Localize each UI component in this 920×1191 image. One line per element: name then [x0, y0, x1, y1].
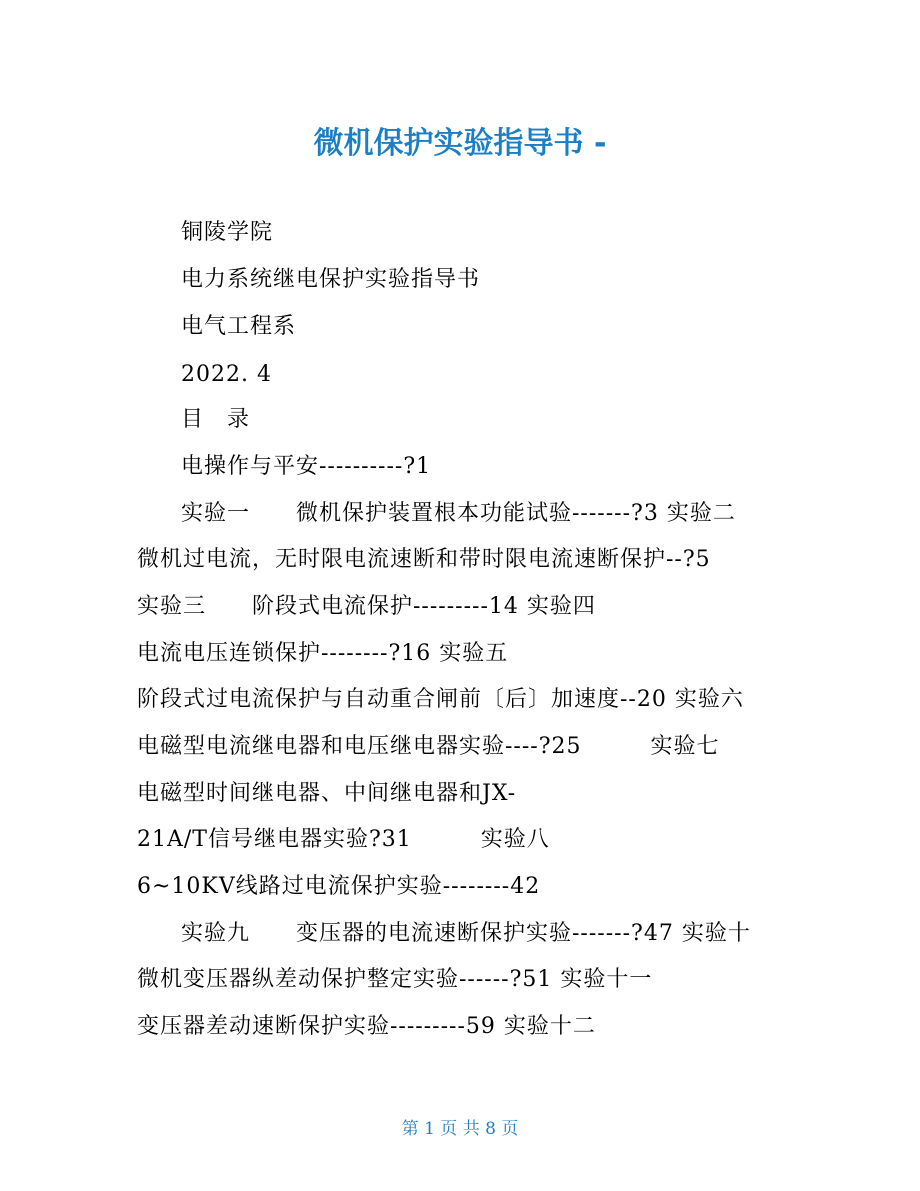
toc-line: 电磁型时间继电器、中间继电器和JX- [137, 781, 517, 806]
toc-line: 电磁型电流继电器和电压继电器实验----?25 实验七 [137, 734, 720, 759]
toc-line: 电操作与平安----------?1 [181, 454, 432, 479]
toc-line: 微机过电流，无时限电流速断和带时限电流速断保护--?5 [137, 547, 711, 572]
toc-line: 21A/T信号继电器实验?31 实验八 [137, 827, 550, 852]
text-line: 铜陵学院 [181, 220, 274, 245]
document-title: 微机保护实验指导书 - [313, 126, 607, 161]
toc-line: 电流电压连锁保护--------?16 实验五 [137, 641, 509, 666]
toc-line: 变压器差动速断保护实验---------59 实验十二 [137, 1014, 596, 1039]
toc-line: 微机变压器纵差动保护整定实验------?51 实验十一 [137, 967, 653, 992]
page-number-footer: 第 1 页 共 8 页 [401, 1119, 519, 1139]
text-line: 电力系统继电保护实验指导书 [181, 267, 481, 292]
toc-line: 实验三 阶段式电流保护---------14 实验四 [137, 594, 596, 619]
toc-line: 实验一 微机保护装置根本功能试验-------?3 实验二 [181, 501, 736, 526]
toc-line: 6~10KV线路过电流保护实验--------42 [137, 874, 541, 899]
text-line: 电气工程系 [181, 314, 297, 339]
toc-line: 阶段式过电流保护与自动重合闸前〔后〕加速度--20 实验六 [137, 687, 744, 712]
text-line: 2022. 4 [181, 362, 272, 387]
toc-heading: 目 录 [181, 407, 251, 432]
toc-line: 实验九 变压器的电流速断保护实验-------?47 实验十 [181, 921, 751, 946]
